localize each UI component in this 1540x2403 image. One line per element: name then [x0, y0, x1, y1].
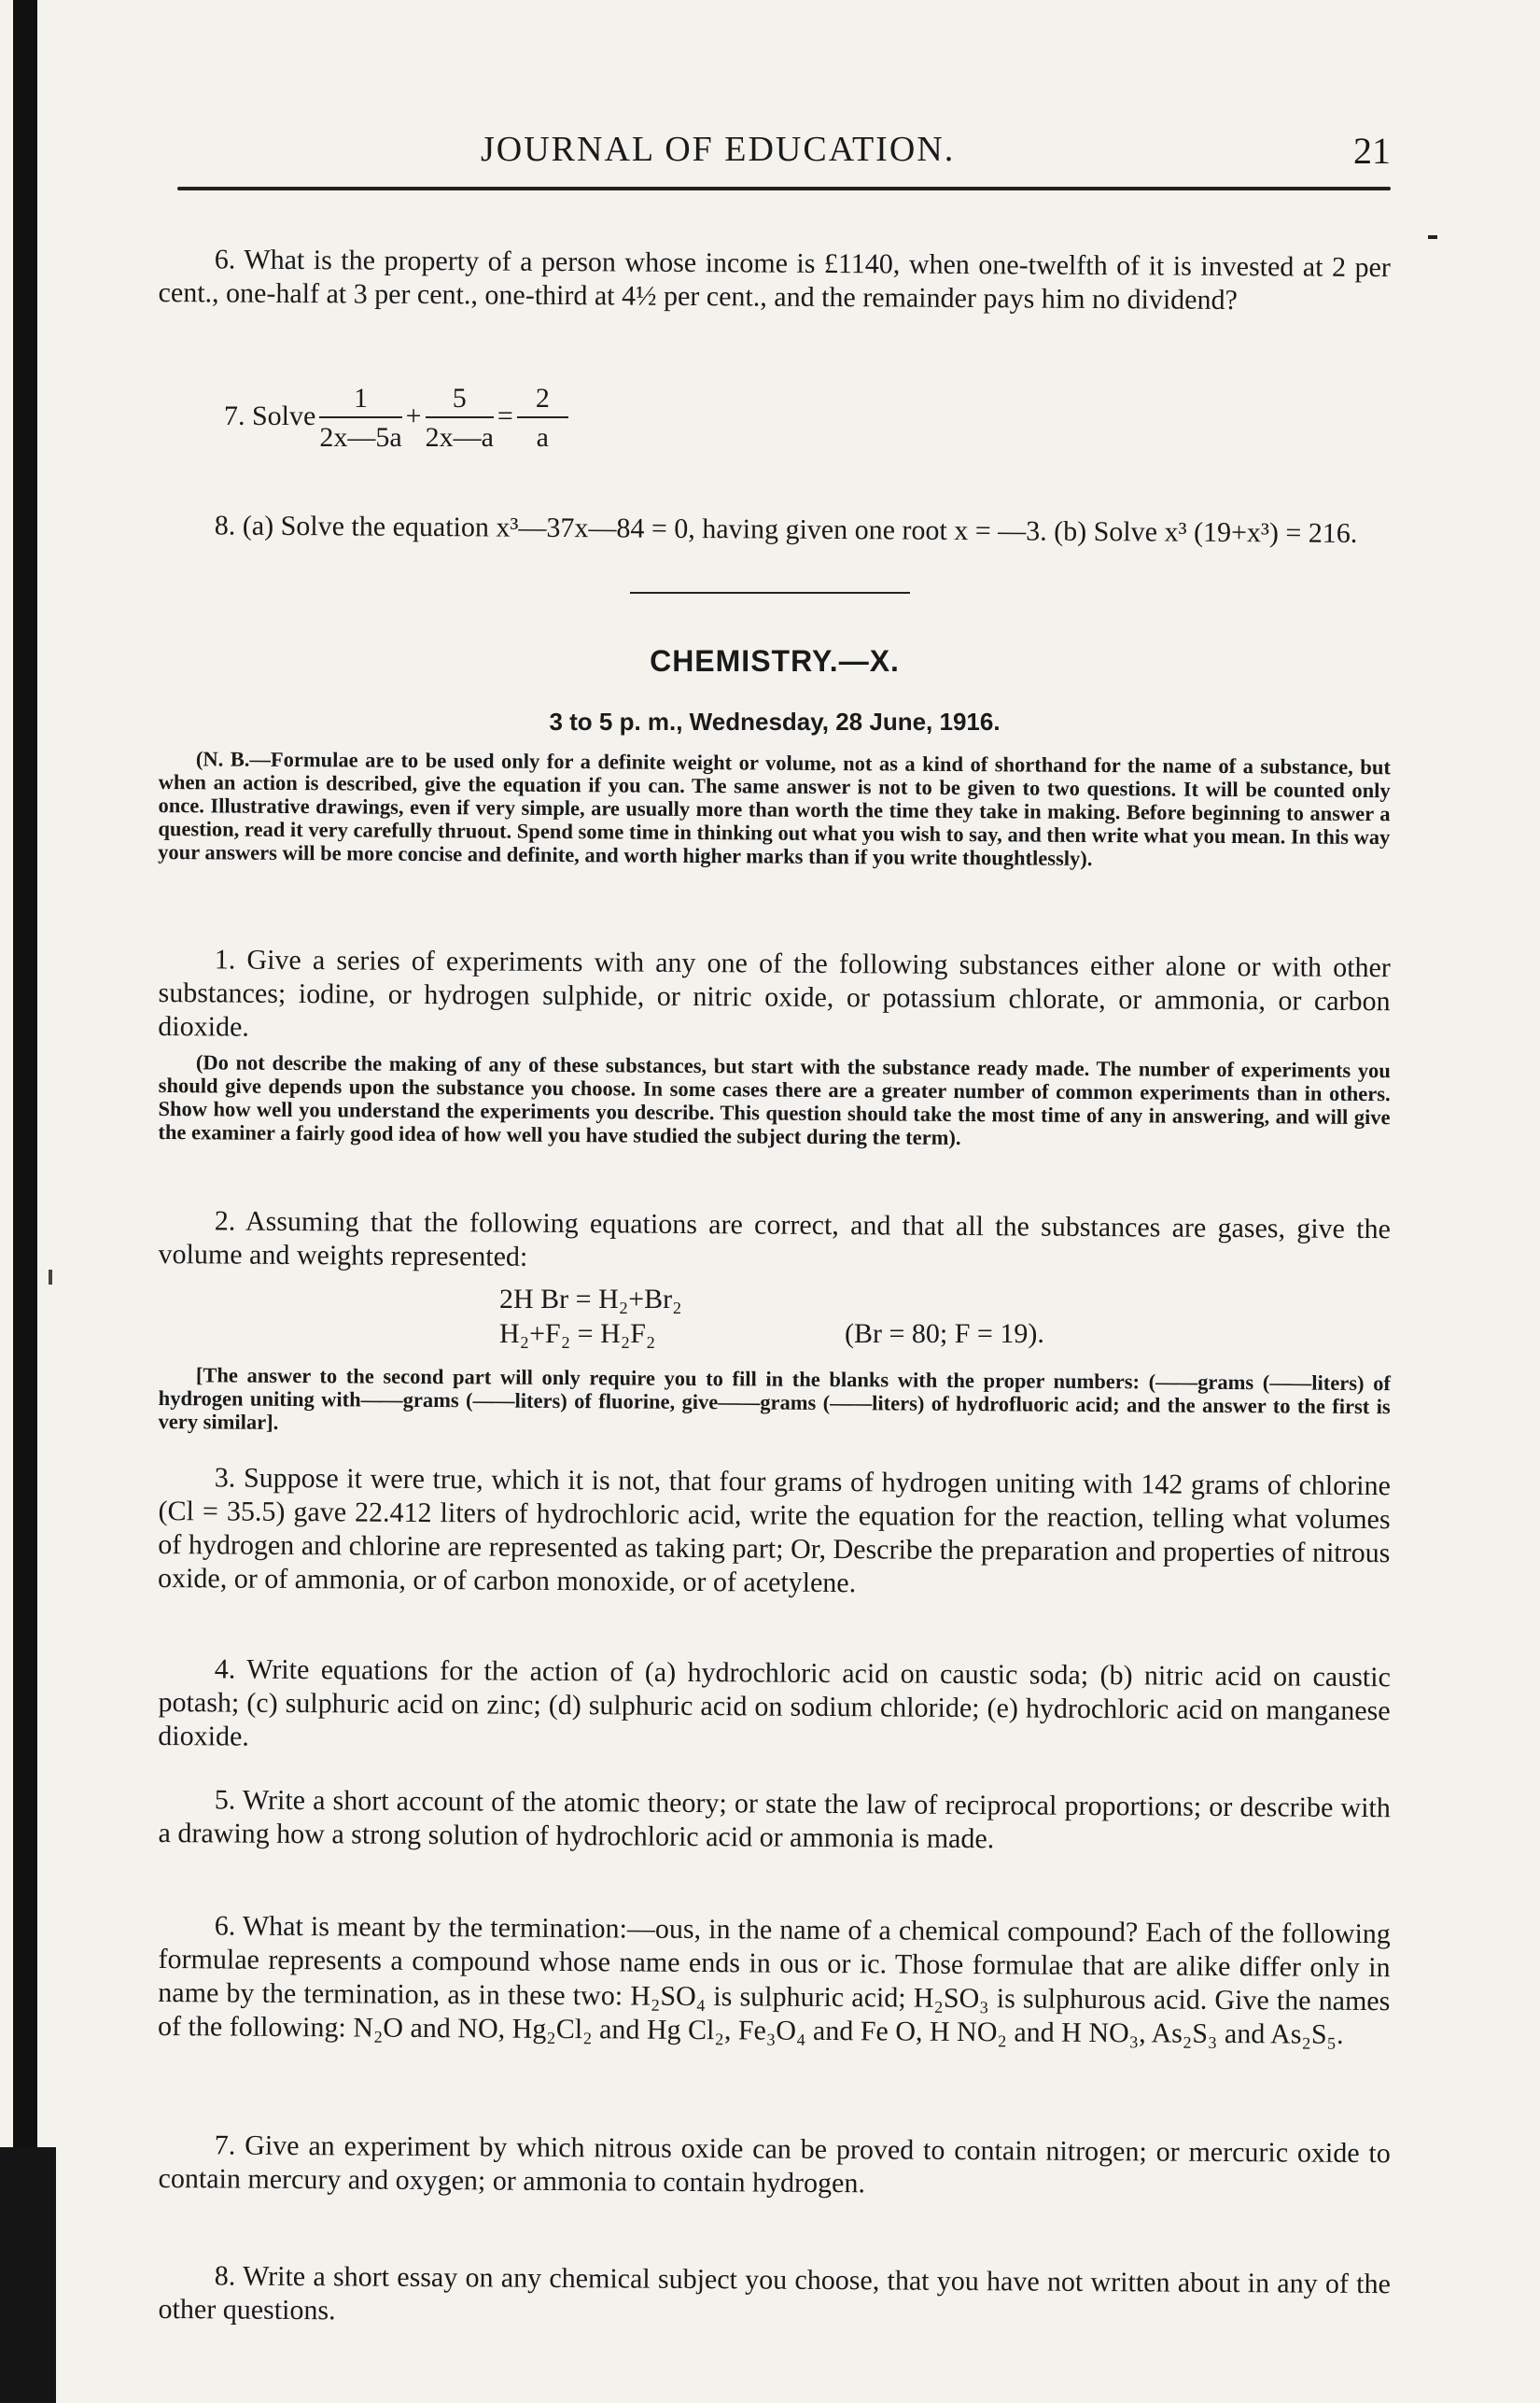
- q7-plus: +: [405, 400, 422, 431]
- running-head: JOURNAL OF EDUCATION.: [481, 130, 956, 169]
- chemistry-question-2: 2. Assuming that the following equations are correct, and that all the substances are gases, give the volume and weights represented:: [158, 1205, 1391, 1272]
- chemistry-question-5: 5. Write a short account of the atomic theory; or state the law of reciprocal proportions; or describe with a drawing how a strong solution of hydrochloric acid or ammonia is made.: [158, 1784, 1391, 1855]
- atomic-weights: (Br = 80; F = 19).: [845, 1318, 1044, 1349]
- chemistry-question-8: 8. Write a short essay on any chemical subject you choose, that you have not written about in any of the other questions.: [158, 2260, 1391, 2326]
- q7-label: 7. Solve: [224, 400, 316, 431]
- instructions-note: (N. B.—Formulae are to be used only for a definite weight or volume, not as a kind of shorthand for the name of a substance, but when an action is described, give the equation if you can. The same answer is not to be given to two questions. It will be counted only once. Illustrative drawings, even if very simple, are usually more than worth the time they take in making. Before beginning to answer a question, read it very carefully thruout. Spend some time in thinking out what you wish to say, and then write what you mean. In this way your answers will be more concise and definite, and worth higher marks than if you write thoughtlessly).: [158, 747, 1391, 870]
- question-1-note: (Do not describe the making of any of these substances, but start with the substance ready made. The number of experiments you should give depends upon the substance you choose. In some cases there are a greater number of common experiments than in others. Show how well you understand the experiments you describe. This question should take the most time of any in answering, and will give the examiner a fairly good idea of how well you have studied the subject during the term).: [158, 1050, 1391, 1150]
- q7-fraction-2: [426, 383, 494, 454]
- equation-1: 2H Br = H₂+Br₂: [499, 1284, 682, 1314]
- equation-2: H₂+F₂ = H₂F₂: [499, 1318, 656, 1349]
- fraction-numerator: 5: [426, 383, 494, 418]
- algebra-question-8: 8. (a) Solve the equation x³—37x—84 = 0, having given one root x = —3. (b) Solve x³ (19+x³) = 216.: [214, 510, 1358, 549]
- q7-equals: =: [497, 400, 513, 431]
- page-number: 21: [1353, 130, 1391, 172]
- chemistry-question-3: 3. Suppose it were true, which it is not, that four grams of hydrogen uniting with 142 grams of chlorine (Cl = 35.5) gave 22.412 liters of hydrochloric acid, write the equation for the reaction, telling what volumes of hydrogen and chlorine are represented as taking part; Or, Describe the preparation and properties of nitrous oxide, or of ammonia, or of carbon monoxide, or of acetylene.: [158, 1462, 1391, 1599]
- fraction-denominator: 2x—5a: [319, 422, 402, 453]
- q7-fraction-3: [517, 383, 568, 454]
- fraction-denominator: 2x—a: [425, 422, 494, 453]
- chemistry-question-1: 1. Give a series of experiments with any one of the following substances either alone or with other substances; iodine, or hydrogen sulphide, or nitric oxide, or potassium chlorate, or ammonia, or carbon dioxide.: [158, 944, 1391, 1043]
- chemistry-question-7: 7. Give an experiment by which nitrous oxide can be proved to contain nitrogen; or mercuric oxide to contain mercury and oxygen; or ammonia to contain hydrogen.: [158, 2129, 1391, 2199]
- page-header: [159, 112, 1391, 177]
- chemistry-question-6: 6. What is meant by the termination:—ous, in the name of a chemical compound? Each of the following formulae represents a compound whose name ends in ous or ic. Those formulae that are alike differ only in name by the termination, as in these two: H₂SO₄ is sulphuric acid; H₂SO₃ is sulphurous acid. Give the names of the following: N₂O and NO, Hg₂Cl₂ and Hg Cl₂, Fe₃O₄ and Fe O, H NO₂ and H NO₃, As₂S₃ and As₂S₅.: [158, 1910, 1391, 2050]
- scan-speck: [49, 1270, 52, 1285]
- section-heading: CHEMISTRY.—X.: [650, 644, 900, 678]
- chemistry-question-4: 4. Write equations for the action of (a) hydrochloric acid on caustic soda; (b) nitric acid on caustic potash; (c) sulphuric acid on zinc; (d) sulphuric acid on sodium chloride; (e) hydrochloric acid on manganese dioxide.: [158, 1653, 1391, 1752]
- exam-time: 3 to 5 p. m., Wednesday, 28 June, 1916.: [549, 708, 1001, 736]
- fraction-numerator: 2: [517, 383, 568, 418]
- algebra-question-7: [224, 383, 572, 454]
- fraction-numerator: 1: [319, 383, 401, 418]
- section-divider: [630, 592, 910, 594]
- q7-fraction-1: [319, 383, 401, 454]
- question-2-note: [The answer to the second part will only require you to fill in the blanks with the proper numbers: (——grams (——liters) of hydrogen uniting with——grams (——liters) of fluorine, give——grams (——liters) of hydrofluoric acid; and the answer to the first is very similar].: [158, 1363, 1391, 1434]
- algebra-question-6: 6. What is the property of a person whose income is £1140, when one-twelfth of it is invested at 2 per cent., one-half at 3 per cent., one-third at 4½ per cent., and the remainder pays him no dividend?: [158, 244, 1391, 316]
- fraction-denominator: a: [536, 422, 549, 453]
- header-rule: [177, 187, 1391, 190]
- book-spine-shadow: [13, 0, 37, 2403]
- scan-speck: [1428, 235, 1437, 239]
- scan-edge-shadow: [0, 2147, 56, 2403]
